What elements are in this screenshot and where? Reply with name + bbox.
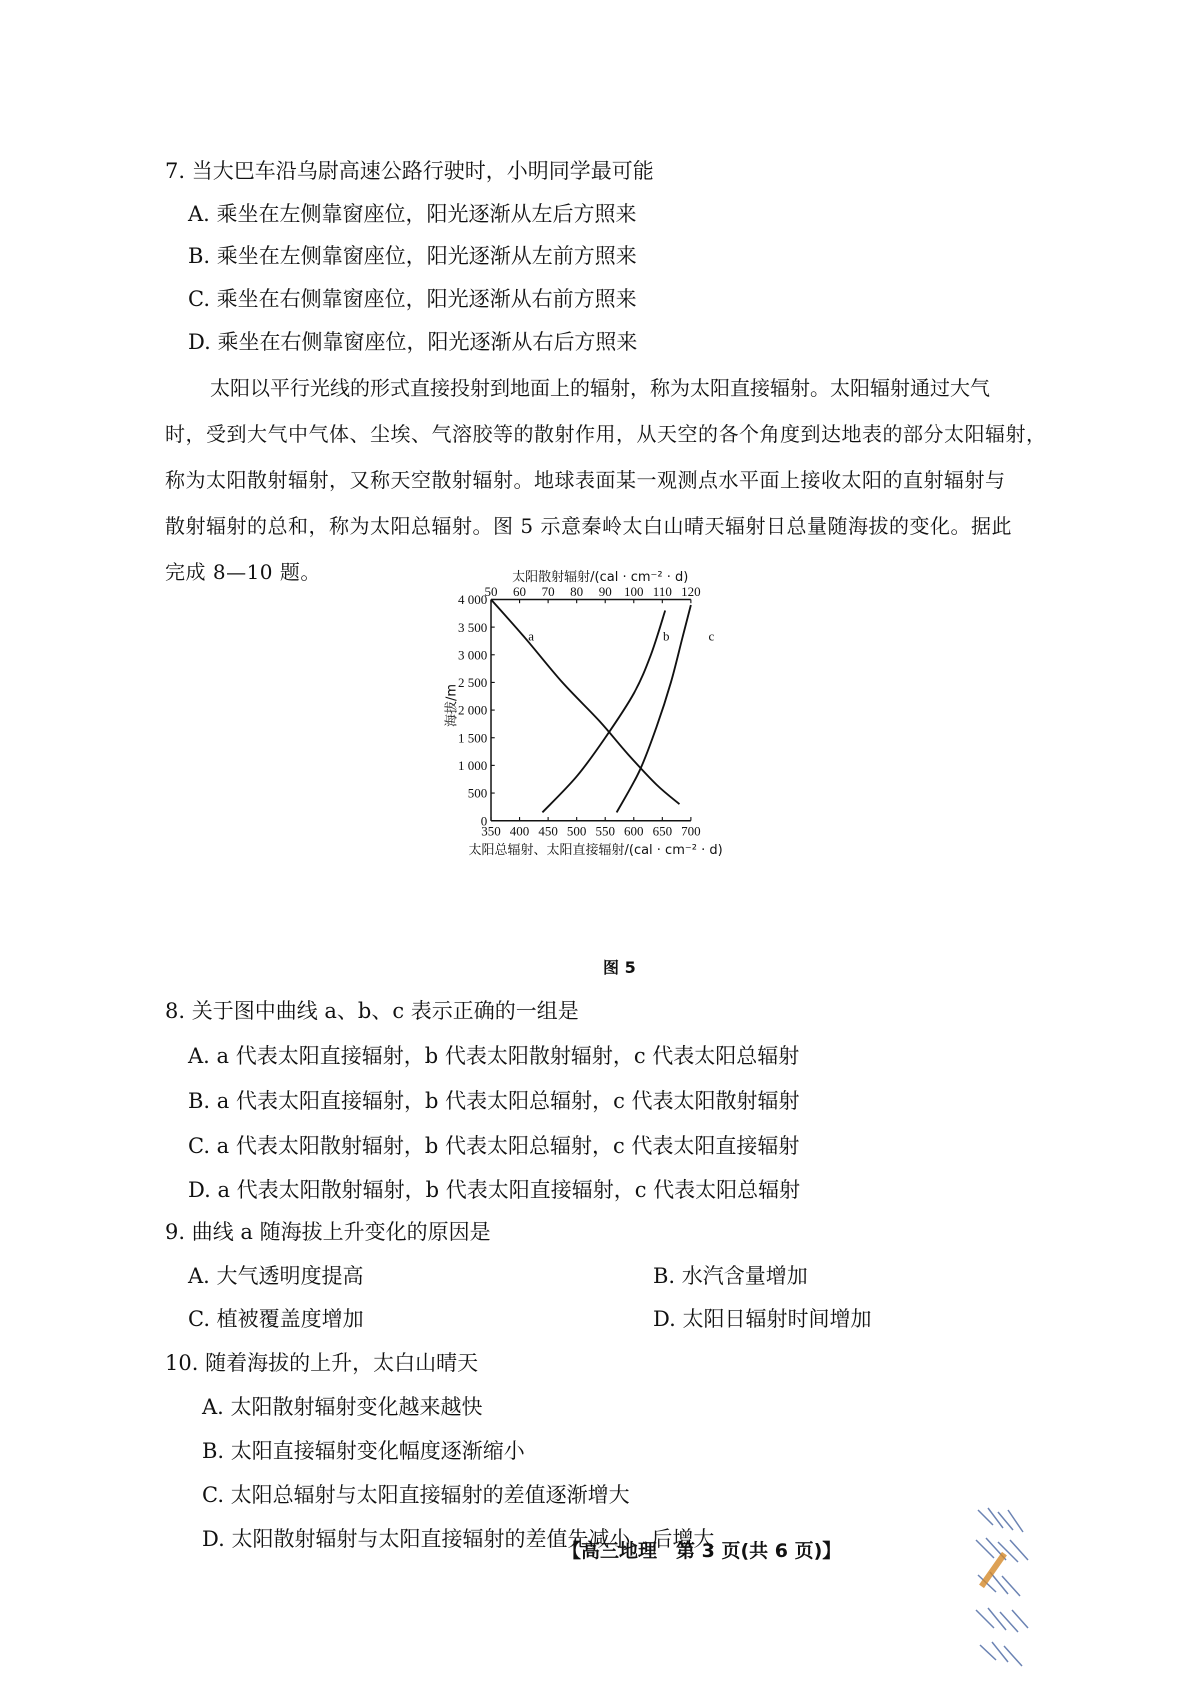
- q9-stem: 9. 曲线 a 随海拔上升变化的原因是: [165, 1220, 491, 1244]
- q8-option-b: B. a 代表太阳直接辐射，b 代表太阳总辐射，c 代表太阳散射辐射: [188, 1089, 800, 1113]
- bottom-tick-label: 400: [509, 823, 530, 839]
- q7-option-c: C. 乘坐在右侧靠窗座位，阳光逐渐从右前方照来: [188, 287, 637, 311]
- bottom-tick-label: 450: [538, 823, 558, 839]
- q7-option-d: D. 乘坐在右侧靠窗座位，阳光逐渐从右后方照来: [188, 330, 638, 354]
- top-tick-label: 110: [652, 583, 672, 599]
- q10-option-b: B. 太阳直接辐射变化幅度逐渐缩小: [202, 1439, 525, 1463]
- bottom-tick-label: 700: [681, 823, 701, 839]
- curve-label-b: b: [662, 628, 670, 644]
- y-tick-label: 500: [467, 785, 488, 801]
- passage-line-1: 太阳以平行光线的形式直接投射到地面上的辐射，称为太阳直接辐射。太阳辐射通过大气: [210, 376, 990, 400]
- q9-option-c: C. 植被覆盖度增加: [188, 1307, 364, 1331]
- bottom-axis-label: 太阳总辐射、太阳直接辐射/(cal · cm⁻² · d): [468, 843, 723, 859]
- y-axis-label: 海拔/m: [444, 683, 460, 727]
- figure-5-chart: [440, 566, 780, 896]
- passage-line-4: 散射辐射的总和，称为太阳总辐射。图 5 示意秦岭太白山晴天辐射日总量随海拔的变化。据此: [165, 514, 1012, 538]
- q7-stem: 7. 当大巴车沿乌尉高速公路行驶时，小明同学最可能: [165, 159, 654, 183]
- q8-option-d: D. a 代表太阳散射辐射，b 代表太阳直接辐射，c 代表太阳总辐射: [188, 1178, 801, 1202]
- top-axis-label: 太阳散射辐射/(cal · cm⁻² · d): [512, 569, 689, 585]
- figure-caption: 图 5: [603, 958, 636, 977]
- y-tick-label: 4 000: [458, 592, 488, 608]
- curve-label-c: c: [708, 628, 715, 644]
- q9-option-a: A. 大气透明度提高: [188, 1264, 364, 1288]
- y-tick-label: 2 500: [458, 675, 488, 691]
- y-tick-label: 0: [480, 813, 488, 829]
- q9-option-b: B. 水汽含量增加: [653, 1264, 808, 1288]
- top-tick-label: 60: [513, 583, 527, 599]
- q8-option-a: A. a 代表太阳直接辐射，b 代表太阳散射辐射，c 代表太阳总辐射: [188, 1044, 800, 1068]
- bottom-tick-label: 350: [481, 823, 501, 839]
- y-tick-label: 1 000: [458, 758, 488, 774]
- curve-b: [542, 611, 665, 813]
- top-tick-label: 90: [598, 583, 612, 599]
- q10-option-c: C. 太阳总辐射与太阳直接辐射的差值逐渐增大: [202, 1483, 630, 1507]
- top-tick-label: 80: [570, 583, 584, 599]
- passage-line-2: 时，受到大气中气体、尘埃、气溶胶等的散射作用，从天空的各个角度到达地表的部分太阳辐射，: [165, 422, 1047, 446]
- q10-option-a: A. 太阳散射辐射变化越来越快: [202, 1395, 483, 1419]
- bottom-tick-label: 650: [652, 823, 673, 839]
- page-footer: 【高三地理 第 3 页(共 6 页)】: [562, 1540, 842, 1562]
- y-tick-label: 3 500: [458, 619, 488, 635]
- passage-line-5: 完成 8—10 题。: [165, 560, 321, 584]
- bottom-tick-label: 550: [595, 823, 615, 839]
- q10-option-d: D. 太阳散射辐射与太阳直接辐射的差值先减小、后增大: [202, 1527, 715, 1551]
- passage-line-3: 称为太阳散射辐射，又称天空散射辐射。地球表面某一观测点水平面上接收太阳的直射辐射与: [165, 468, 1006, 492]
- q10-stem: 10. 随着海拔的上升，太白山晴天: [165, 1351, 479, 1375]
- curve-label-a: a: [528, 628, 534, 644]
- bottom-tick-label: 500: [566, 823, 587, 839]
- y-tick-label: 1 500: [458, 730, 488, 746]
- top-tick-label: 70: [541, 583, 555, 599]
- q8-option-c: C. a 代表太阳散射辐射，b 代表太阳总辐射，c 代表太阳直接辐射: [188, 1134, 800, 1158]
- y-tick-label: 2 000: [458, 702, 488, 718]
- top-tick-label: 50: [484, 583, 498, 599]
- curve-a: [491, 599, 679, 804]
- bottom-tick-label: 600: [624, 823, 644, 839]
- q7-option-b: B. 乘坐在左侧靠窗座位，阳光逐渐从左前方照来: [188, 244, 637, 268]
- q7-option-a: A. 乘坐在左侧靠窗座位，阳光逐渐从左后方照来: [188, 202, 637, 226]
- q8-stem: 8. 关于图中曲线 a、b、c 表示正确的一组是: [165, 999, 579, 1023]
- y-tick-label: 3 000: [458, 647, 488, 663]
- scan-stamp-decoration: [968, 1500, 1038, 1680]
- top-tick-label: 120: [681, 583, 701, 599]
- q9-option-d: D. 太阳日辐射时间增加: [653, 1307, 872, 1331]
- top-tick-label: 100: [624, 583, 644, 599]
